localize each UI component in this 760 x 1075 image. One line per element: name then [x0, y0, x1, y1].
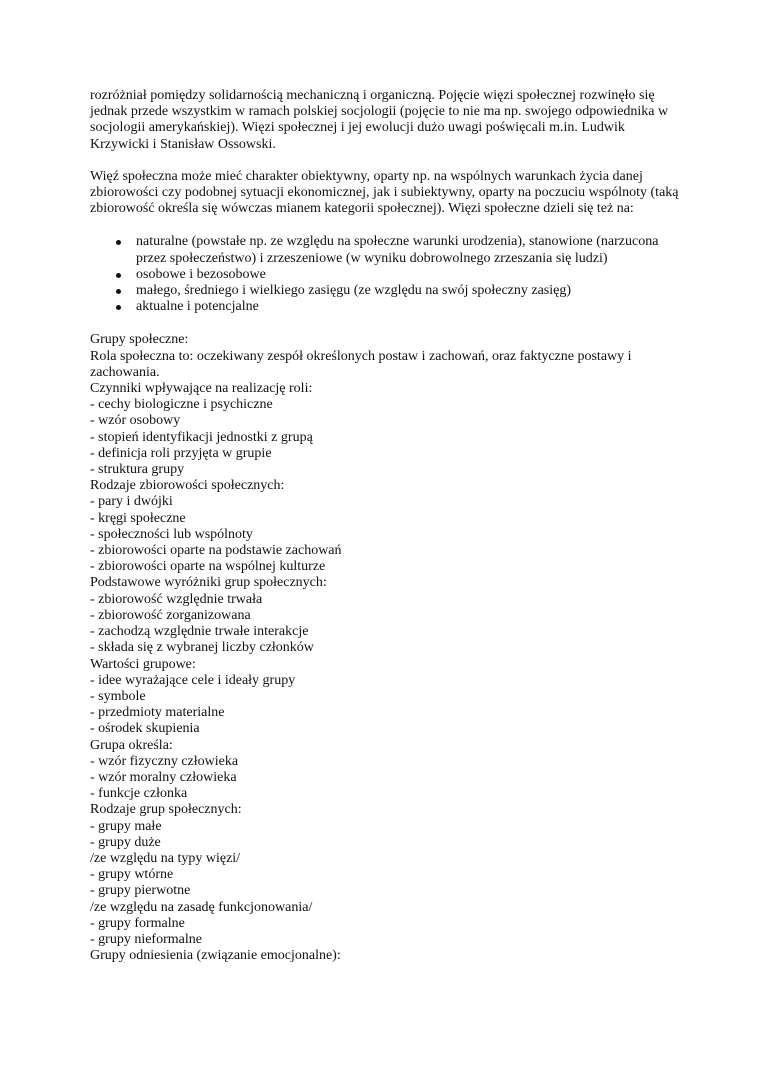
paragraph-spacer: [90, 153, 680, 169]
bond-types-list: [90, 234, 680, 315]
list-item: - cechy biologiczne i psychiczne: [90, 397, 273, 413]
section-heading: Wartości grupowe:: [90, 656, 196, 672]
list-item: - ośrodek skupienia: [90, 721, 200, 737]
list-item: - funkcje członka: [90, 786, 188, 802]
list-item: - zbiorowość zorganizowana: [90, 607, 251, 623]
document-page: [90, 88, 680, 964]
list-item: osobowe i bezosobowe: [90, 267, 680, 283]
list-item: - grupy formalne: [90, 915, 185, 931]
paragraph-social-bond: Więź społeczna może mieć charakter obiektywny, oparty np. na wspólnych warunkach życia danej zbiorowości czy podobnej sytuacji ekonomicznej, jak i subiektywny, oparty na poczuciu wspólnoty (taką zbiorowość określa się wówczas mianem kategorii społecznej). Więzi społeczne dzieli się też na:: [90, 168, 679, 217]
list-item: - grupy nieformalne: [90, 931, 202, 947]
paragraph-solidarity: rozróżniał pomiędzy solidarnością mechaniczną i organiczną. Pojęcie więzi społecznej rozwinęło się jednak przede wszystkim w ramach polskiej socjologii (pojęcie to nie ma np. swojego odpowiednika w socjologii amerykańskiej). Więzi społecznej i jej ewolucji dużo uwagi poświęcali m.in. Ludwik Krzywicki i Stanisław Ossowski.: [90, 88, 669, 152]
list-item: naturalne (powstałe np. ze względu na społeczne warunki urodzenia), stanowione (narzucona przez społeczeństwo) i zrzeszeniowe (w wyniku dobrowolnego zrzeszania się ludzi): [90, 234, 680, 266]
section-heading: Rodzaje zbiorowości społecznych:: [90, 478, 285, 494]
paragraph-spacer: [90, 217, 680, 234]
section-heading: Czynniki wpływające na realizację roli:: [90, 381, 313, 397]
section-heading: Rodzaje grup społecznych:: [90, 802, 242, 818]
list-item: - grupy małe: [90, 818, 162, 834]
list-item: - składa się z wybranej liczby członków: [90, 640, 314, 656]
subheading-note: /ze względu na zasadę funkcjonowania/: [90, 899, 313, 915]
list-item: małego, średniego i wielkiego zasięgu (ze względu na swój społeczny zasięg): [90, 283, 680, 299]
list-item: - przedmioty materialne: [90, 705, 225, 721]
list-item: - wzór moralny człowieka: [90, 769, 237, 785]
section-heading: Grupy odniesienia (związanie emocjonalne):: [90, 948, 341, 964]
list-item: - zbiorowości oparte na wspólnej kulturze: [90, 559, 326, 575]
list-item: - grupy duże: [90, 834, 161, 850]
list-item: - kręgi społeczne: [90, 510, 186, 526]
list-item: - zbiorowość względnie trwała: [90, 591, 263, 607]
list-item: - idee wyrażające cele i ideały grupy: [90, 672, 296, 688]
list-item: - definicja roli przyjęta w grupie: [90, 445, 272, 461]
list-item: aktualne i potencjalne: [90, 299, 680, 315]
section-heading: Grupa określa:: [90, 737, 173, 753]
list-item: - społeczności lub wspólnoty: [90, 526, 253, 542]
paragraph-spacer: [90, 315, 680, 332]
heading-social-groups: Grupy społeczne:: [90, 332, 189, 348]
list-item: - stopień identyfikacji jednostki z grupą: [90, 429, 313, 445]
subheading-note: /ze względu na typy więzi/: [90, 850, 241, 866]
list-item: - wzór osobowy: [90, 413, 181, 429]
list-item: - zachodzą względnie trwałe interakcje: [90, 624, 309, 640]
social-groups-notes: [90, 332, 680, 964]
social-role-definition: Rola społeczna to: oczekiwany zespół określonych postaw i zachowań, oraz faktyczne postawy i zachowania.: [90, 348, 632, 380]
list-item: - symbole: [90, 688, 146, 704]
list-item: - zbiorowości oparte na podstawie zachowań: [90, 543, 342, 559]
list-item: - grupy pierwotne: [90, 883, 191, 899]
list-item: - pary i dwójki: [90, 494, 173, 510]
section-heading: Podstawowe wyróżniki grup społecznych:: [90, 575, 327, 591]
list-item: - struktura grupy: [90, 462, 185, 478]
list-item: - grupy wtórne: [90, 867, 174, 883]
list-item: - wzór fizyczny człowieka: [90, 753, 239, 769]
